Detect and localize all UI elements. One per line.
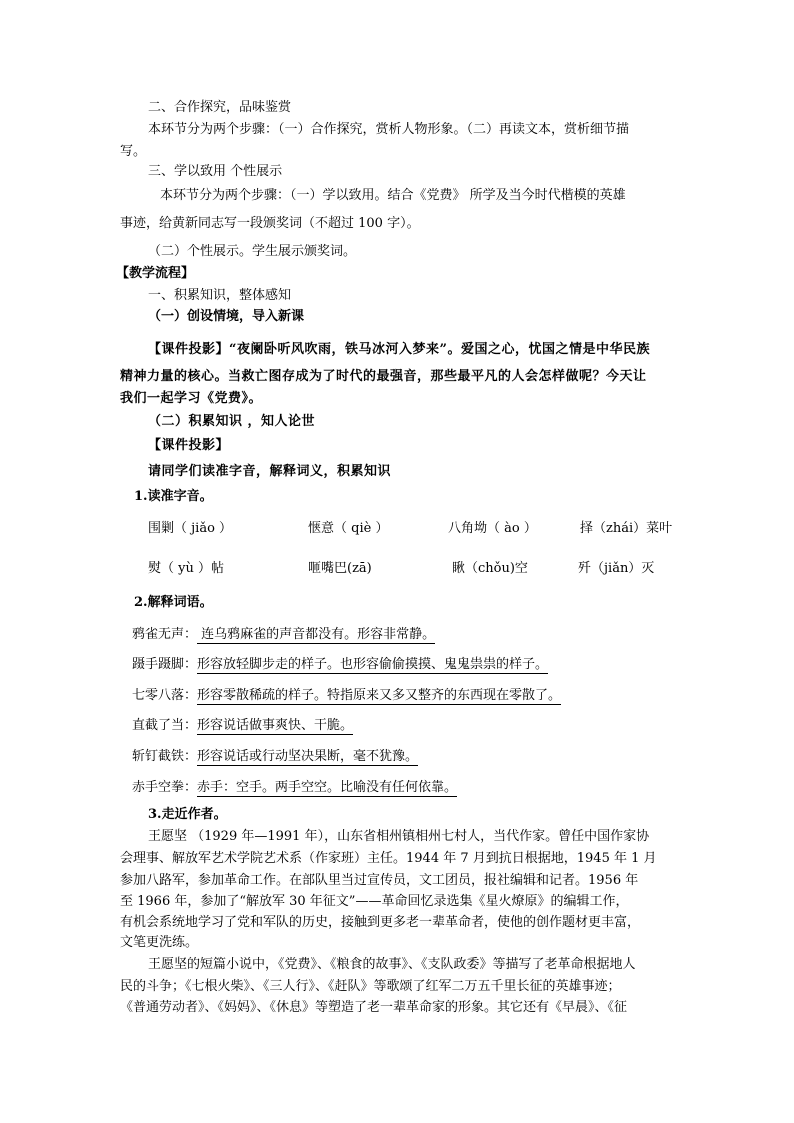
section3-step2: （二）个性展示。学生展示颁奖词。: [148, 244, 357, 259]
projection-intro-line1: 【课件投影】“夜阑卧听风吹雨，铁马冰河入梦来”。爱国之心，忧国之情是中华民族: [148, 342, 650, 357]
vocab-row: [132, 687, 561, 704]
author-p1-line: 参加八路军，参加革命工作。在部队里当过宣传员，文工团员，报社编辑和记者。1956 年: [120, 873, 639, 888]
flow-step1: 一、积累知识，整体感知: [148, 288, 292, 303]
pron-item: 择（zhái）菜叶: [580, 521, 673, 536]
pron-item: 瞅（chǒu)空: [452, 561, 528, 576]
vocab-definition: 形容说话或行动坚决果断，毫不犹豫。: [197, 749, 419, 764]
pron-item: 熨（ yù ）帖: [148, 561, 224, 576]
author-p2-line: 民的斗争；《七根火柴》、《三人行》、《赶队》等歌颂了红军二万五千里长征的英雄事迹；: [120, 979, 621, 994]
pron-item: 围剿（ jiǎo ）: [148, 521, 233, 536]
vocab-row: [132, 656, 548, 673]
vocab-term: 斩钉截铁：: [132, 749, 198, 764]
flow-step1-sub2: （二）积累知识 ，知人论世: [148, 414, 316, 429]
section2-body-line2: 写。: [120, 144, 147, 159]
vocab-title: 2.解释词语。: [134, 595, 213, 610]
vocab-term: 鸦雀无声：: [132, 627, 198, 642]
vocab-definition: 形容零散稀疏的样子。特指原来又多又整齐的东西现在零散了。: [197, 688, 562, 703]
pron-item: 八角坳（ ào ）: [448, 521, 537, 536]
author-title: 3.走近作者。: [148, 807, 227, 822]
projection-intro-line3: 我们一起学习《党费》。: [120, 391, 263, 406]
projection-prompt: 请同学们读准字音，解释词义，积累知识: [148, 464, 392, 479]
vocab-definition: 形容说话做事爽快、干脆。: [197, 718, 354, 733]
author-p1-line: 会理事、解放军艺术学院艺术系（作家班）主任。1944 年 7 月到抗日根据地，1945 年 1 月: [120, 851, 657, 866]
vocab-row: [132, 626, 435, 643]
author-p1-line: 至 1966 年，参加了“解放军 30 年征文”——革命回忆录选集《星火燎原》的编辑工作，: [120, 894, 629, 909]
vocab-term: 七零八落：: [132, 688, 198, 703]
section2-heading: 二、合作探究，品味鉴赏: [148, 100, 292, 115]
vocab-term: 蹑手蹑脚：: [132, 657, 198, 672]
author-p1-line: 文笔更洗练。: [120, 935, 199, 950]
pron-item: 惬意（ qiè ）: [308, 521, 389, 536]
author-p2-line: 《普通劳动者》、《妈妈》、《休息》等塑造了老一辈革命家的形象。其它还有《早晨》、《征: [120, 1000, 628, 1015]
projection-intro-line2: 精神力量的核心。当救亡图存成为了时代的最强音，那些最平凡的人会怎样做呢？今天让: [120, 369, 647, 384]
vocab-term: 直截了当：: [132, 718, 198, 733]
projection-label: 【课件投影】: [148, 438, 230, 453]
section2-body-line1: 本环节分为两个步骤：（一）合作探究，赏析人物形象。（二）再读文本，赏析细节描: [148, 122, 630, 137]
flow-step1-sub: （一）创设情境，导入新课: [148, 309, 305, 324]
vocab-definition: 形容放轻脚步走的样子。也形容偷偷摸摸、鬼鬼祟祟的样子。: [197, 657, 549, 672]
vocab-row: [132, 717, 353, 734]
section3-body-line1: 本环节分为两个步骤：（一）学以致用。结合《党费》 所学及当今时代楷模的英雄: [160, 188, 626, 203]
author-p1-line: 王愿坚 （1929 年—1991 年），山东省相州镇相州七村人，当代作家。曾任中国作家协: [148, 829, 650, 844]
vocab-row: [132, 779, 457, 796]
vocab-definition: 赤手：空手。两手空空。比喻没有任何依靠。: [197, 780, 458, 795]
vocab-row: [132, 748, 418, 765]
section3-body-line2: 事迹，给黄新同志写一段颁奖词（不超过 100 字）。: [120, 216, 420, 231]
author-p1-line: 有机会系统地学习了党和军队的历史，接触到更多老一辈革命者，使他的创作题材更丰富，: [120, 915, 641, 930]
flow-title: 【教学流程】: [116, 266, 195, 281]
vocab-term: 赤手空拳：: [132, 780, 198, 795]
pron-item: 咂嘴巴(zā): [308, 561, 372, 576]
section3-heading: 三、学以致用 个性展示: [148, 164, 283, 179]
author-p2-line: 王愿坚的短篇小说中，《党费》、《粮食的故事》、《支队政委》等描写了老革命根据地人: [148, 957, 636, 972]
pronunciation-title: 1.读准字音。: [134, 489, 213, 504]
vocab-definition: 连乌鸦麻雀的声音都没有。形容非常静。: [197, 627, 436, 642]
pron-item: 歼（jiǎn）灭: [578, 561, 655, 576]
